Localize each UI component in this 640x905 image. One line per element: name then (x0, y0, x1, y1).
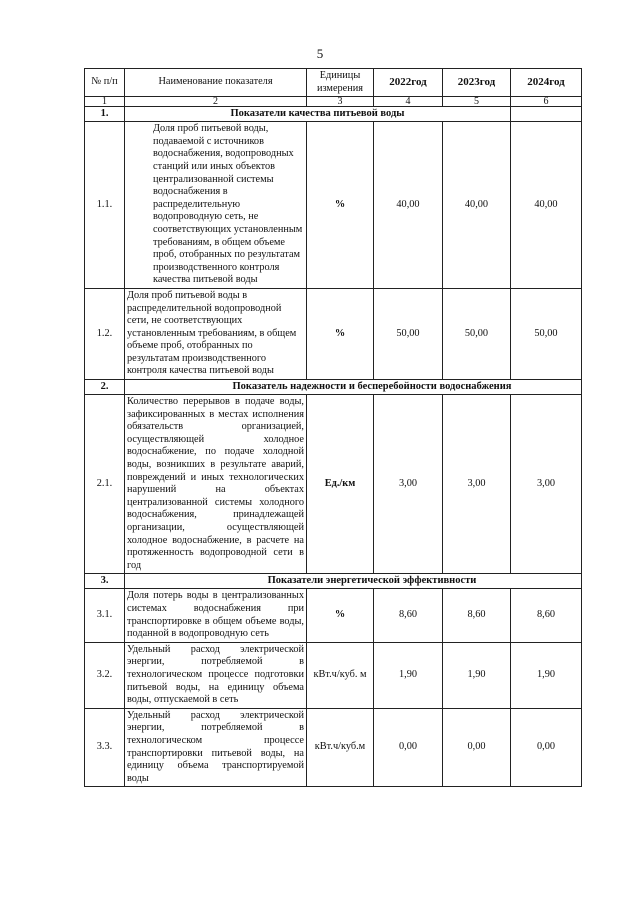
value-2023: 50,00 (443, 288, 511, 379)
unit-cell: % (307, 589, 374, 642)
table-row (85, 589, 582, 642)
column-number: 1 (85, 97, 125, 107)
value-2024: 8,60 (511, 589, 582, 642)
unit-cell: кВт.ч/куб.м (307, 708, 374, 787)
table-row (85, 708, 582, 787)
row-number: 1.2. (85, 288, 125, 379)
value-2022: 3,00 (374, 395, 443, 574)
row-number: 1.1. (85, 122, 125, 289)
value-2022: 1,90 (374, 642, 443, 708)
unit-cell: кВт.ч/куб. м (307, 642, 374, 708)
value-2022: 40,00 (374, 122, 443, 289)
section-number: 3. (85, 574, 125, 589)
section-row (85, 380, 582, 395)
value-2022: 8,60 (374, 589, 443, 642)
indicator-name: Доля проб питьевой воды, подаваемой с источников водоснабжения, водопроводных станций или иных объектов централизованной системы водоснабжения в распределительную водопроводную сеть, не соответствующих установленным требованиям, в общем объеме проб, отобранных по результатам производственного контроля качества питьевой воды (125, 122, 307, 289)
header-name: Наименование показателя (125, 69, 307, 97)
row-number: 3.3. (85, 708, 125, 787)
table-row (85, 395, 582, 574)
row-number: 2.1. (85, 395, 125, 574)
section-title: Показатель надежности и бесперебойности водоснабжения (125, 380, 582, 395)
column-number: 3 (307, 97, 374, 107)
value-2022: 0,00 (374, 708, 443, 787)
unit-cell: % (307, 288, 374, 379)
value-2024: 40,00 (511, 122, 582, 289)
row-number: 3.1. (85, 589, 125, 642)
section-row (85, 107, 582, 122)
section-row (85, 574, 582, 589)
column-number: 2 (125, 97, 307, 107)
value-2023: 3,00 (443, 395, 511, 574)
section-number: 2. (85, 380, 125, 395)
section-title: Показатели энергетической эффективности (125, 574, 582, 589)
page-number: 5 (316, 46, 324, 61)
value-2022: 50,00 (374, 288, 443, 379)
unit-cell: % (307, 122, 374, 289)
value-2023: 1,90 (443, 642, 511, 708)
header-2023: 2023год (443, 69, 511, 97)
indicators-table (84, 68, 582, 787)
value-2024: 3,00 (511, 395, 582, 574)
indicator-name: Удельный расход электрической энергии, потребляемой в технологическом процессе подготовки питьевой воды, на единицу объема воды, отпускаемой в сеть (125, 642, 307, 708)
header-2024: 2024год (511, 69, 582, 97)
unit-cell: Ед./км (307, 395, 374, 574)
value-2024: 50,00 (511, 288, 582, 379)
column-number: 5 (443, 97, 511, 107)
header-row (85, 69, 582, 97)
header-unit: Единицы измерения (307, 69, 374, 97)
table-row (85, 288, 582, 379)
indicator-name: Доля потерь воды в централизованных системах водоснабжения при транспортировке в общем объеме воды, поданной в водопроводную сеть (125, 589, 307, 642)
value-2024: 1,90 (511, 642, 582, 708)
table-row (85, 642, 582, 708)
section-number: 1. (85, 107, 125, 122)
indicator-name: Количество перерывов в подаче воды, зафиксированных в местах исполнения обязательств организацией, осуществляющей холодное водоснабжение, по подаче холодной воды, возникших в результате аварий, повреждений и иных технологических нарушений на объектах централизованной системы холодного водоснабжения, принадлежащей организации, осуществляющей холодное водоснабжение, в расчете на протяженность водопроводной сети в год (125, 395, 307, 574)
table-row (85, 122, 582, 289)
indicator-name: Удельный расход электрической энергии, потребляемой в технологическом процессе транспортировки питьевой воды, на единицу объема транспортируемой воды (125, 708, 307, 787)
row-number: 3.2. (85, 642, 125, 708)
column-number-row (85, 97, 582, 107)
indicator-name: Доля проб питьевой воды в распределительной водопроводной сети, не соответствующих установленным требованиям, в общем объеме проб, отобранных по результатам производственного контроля качества питьевой воды (125, 288, 307, 379)
column-number: 4 (374, 97, 443, 107)
value-2023: 0,00 (443, 708, 511, 787)
section-title: Показатели качества питьевой воды (125, 107, 511, 122)
header-2022: 2022год (374, 69, 443, 97)
value-2024: 0,00 (511, 708, 582, 787)
column-number: 6 (511, 97, 582, 107)
value-2023: 40,00 (443, 122, 511, 289)
header-num: № п/п (85, 69, 125, 97)
value-2023: 8,60 (443, 589, 511, 642)
section-empty-cell (511, 107, 582, 122)
